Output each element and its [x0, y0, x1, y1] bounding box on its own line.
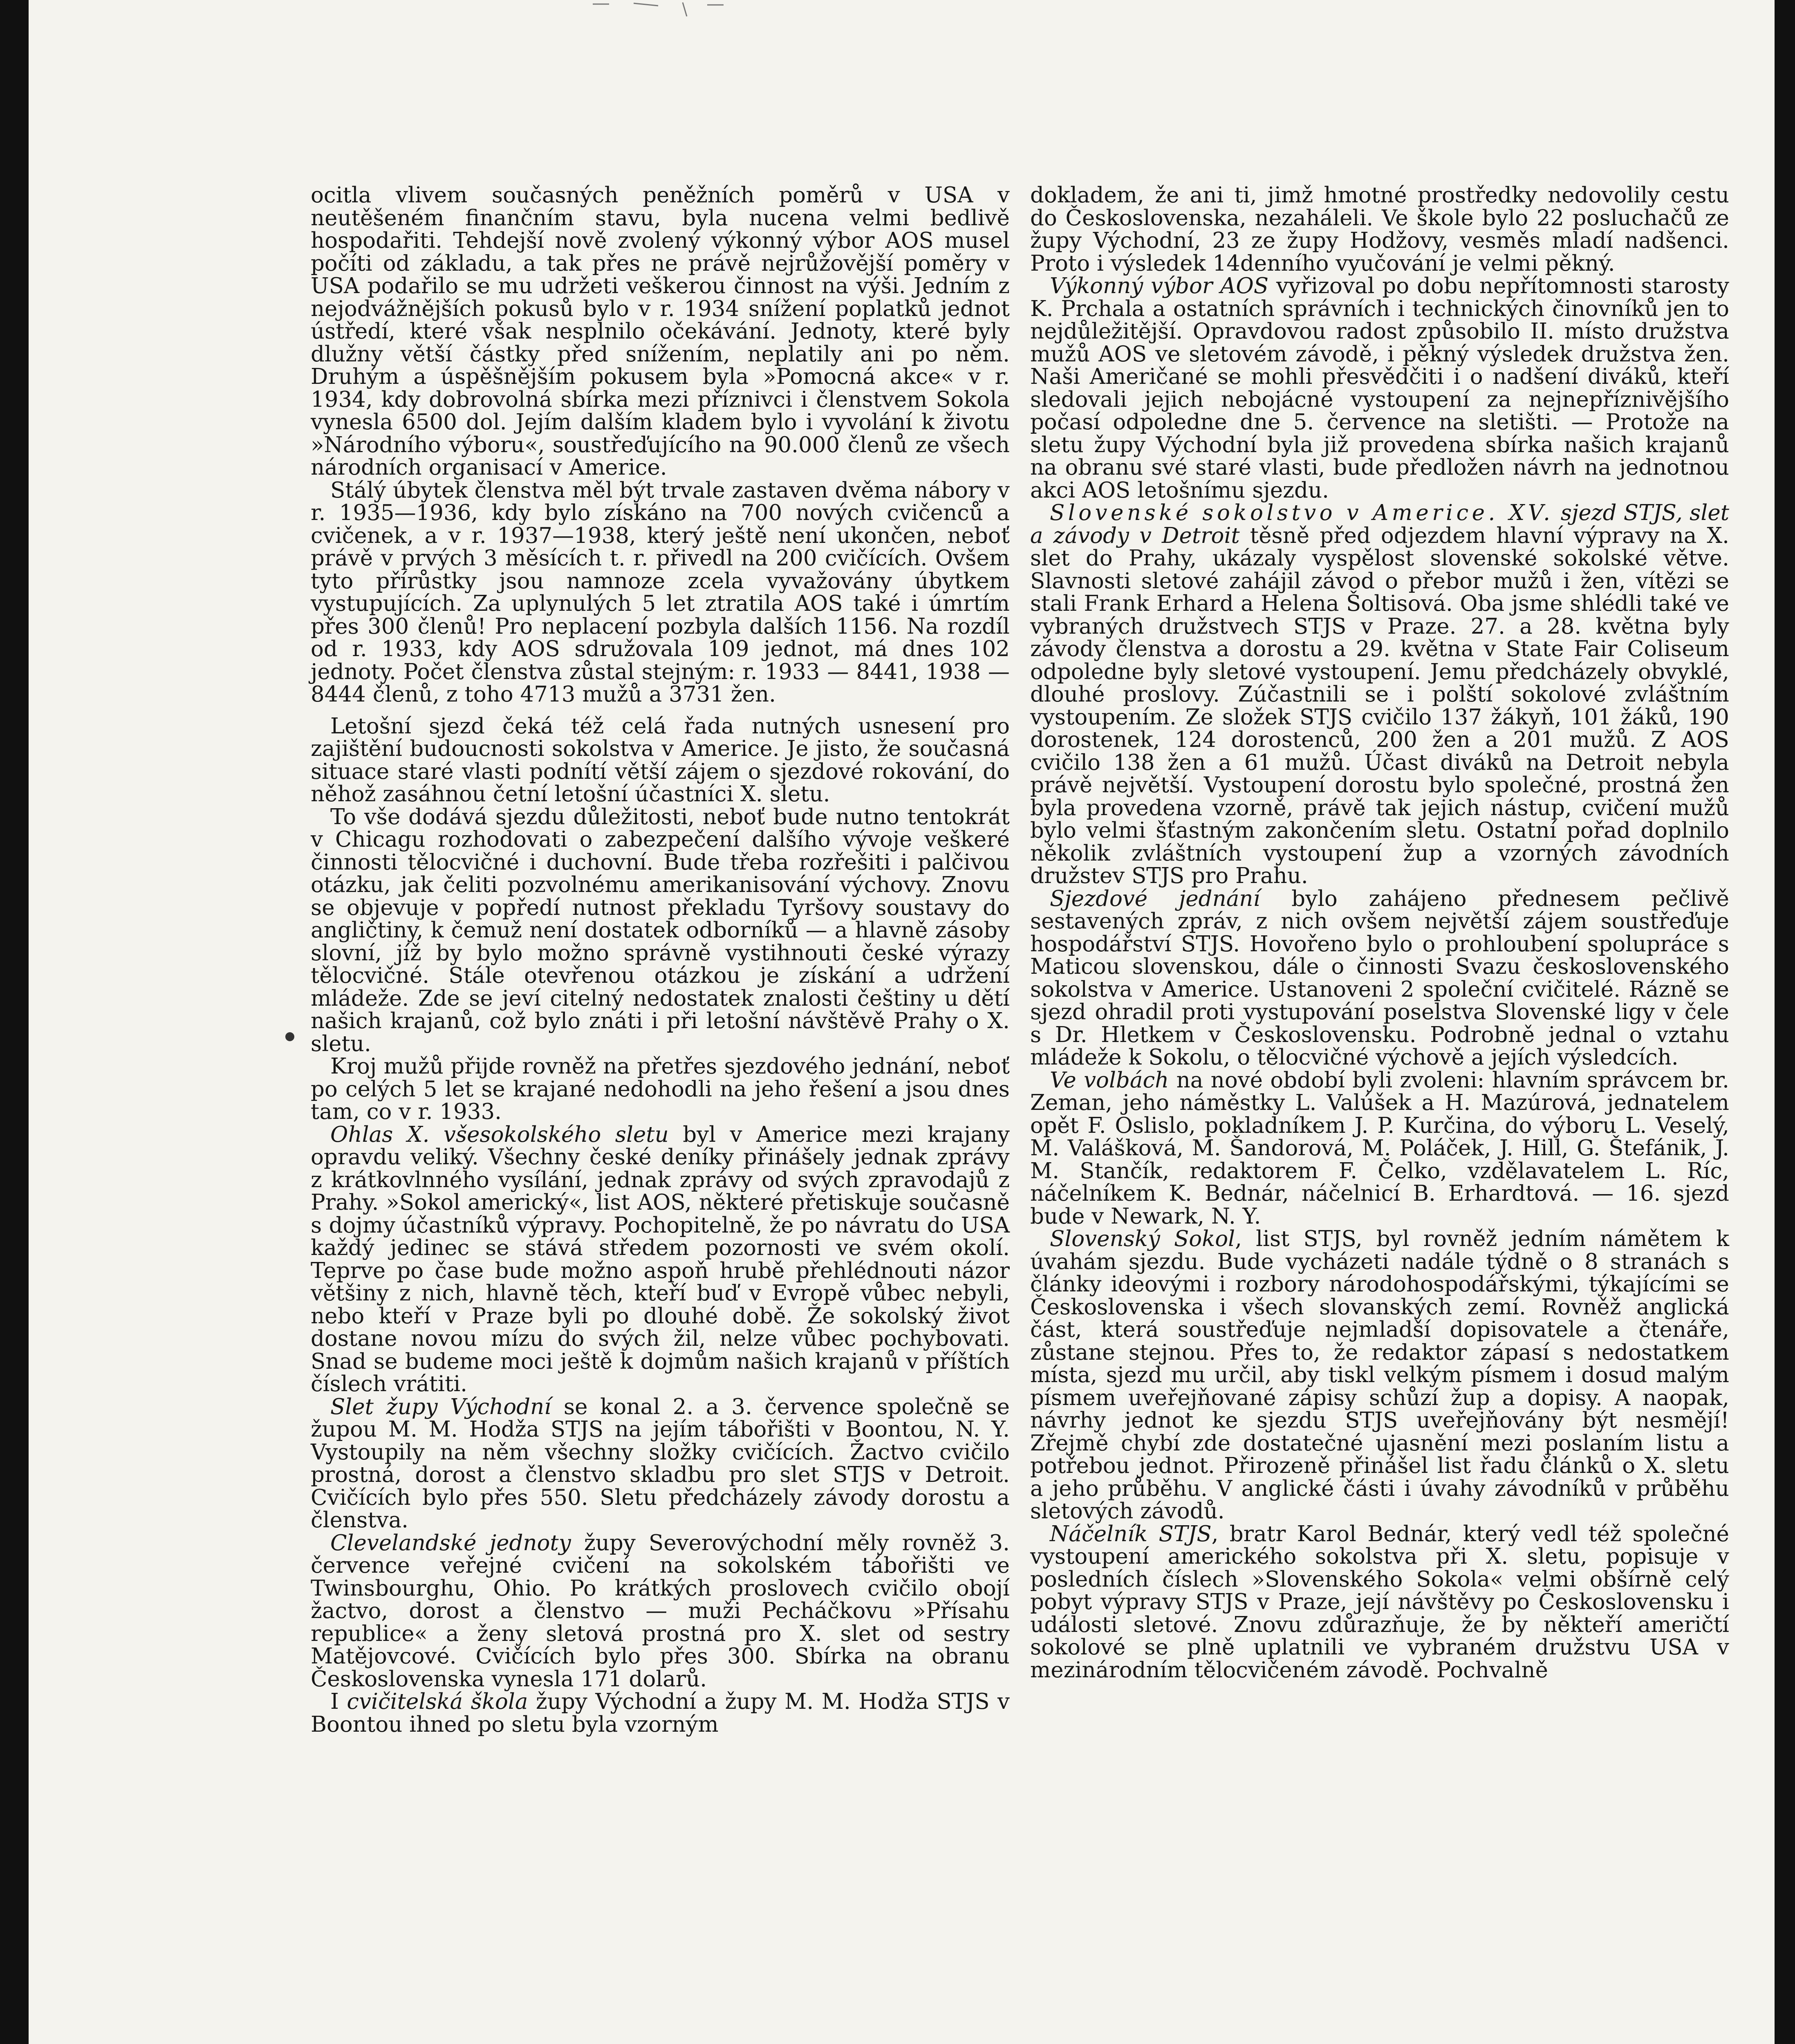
section-heading: Ohlas X. všesokolského sletu — [330, 1122, 669, 1147]
scan-border-right — [1775, 0, 1795, 2044]
paragraph: ocitla vlivem současných peněžních poměrů v USA v neutěšeném finančním stavu, byla nucena velmi bedlivě hospodařiti. Tehdejší nově zvolený výkonný výbor AOS musel počíti od základu, a tak přes ne právě nejrůžovější poměry v USA podařilo se mu udržeti veškerou činnost na výši. Jedním z nejodvážnějších pokusů bylo v r. 1934 snížení poplatků jednot ústředí, které však nesplnilo očekávání. Jednoty, které byly dlužny větší částky před snížením, neplatily ani po něm. Druhým a úspěšnějším pokusem byla »Pomocná akce« v r. 1934, kdy dobrovolná sbírka mezi příznivci i členstvem Sokola vynesla 6500 dol. Jejím dalším kladem bylo i vyvolání k životu »Národního výboru«, soustřeďujícího na 90.000 členů ze všech národních organisací v Americe. — [311, 183, 1010, 480]
section-heading: Clevelandské jednoty — [330, 1530, 571, 1555]
margin-ink-dot — [285, 1032, 294, 1041]
right-column — [1030, 184, 1729, 2032]
print-registration-mark — [585, 0, 740, 25]
paragraph: Letošní sjezd čeká též celá řada nutných usnesení pro zajištění budoucnosti sokolstva v Americe. Je jisto, že současná situace staré vlasti podnítí větší zájem o sjezdové rokování, do něhož zasáhnou četní letošní účastníci X. sletu. — [311, 713, 1010, 807]
paragraph: dokladem, že ani ti, jimž hmotné prostředky nedovolily cestu do Československa, nezaháleli. Ve škole bylo 22 posluchačů ze župy Východní, 23 ze župy Hodžovy, vesměs mladí nadšenci. Proto i výsledek 14denního vyučování je velmi pěkný. — [1030, 183, 1729, 276]
section-heading-spaced: Slovenské sokolstvo v Americe. XV. — [1050, 500, 1554, 525]
paragraph: Slovenský Sokol, list STJS, byl rovněž jedním námětem k úvahám sjezdu. Bude vycházeti nadále týdně o 8 stranách s články ideovými i rozbory národohospodářskými, týkajícími se Československa i všech slovanských zemí. Rovněž anglická část, která soustřeďuje nejmladší dopisovatele a čtenáře, zůstane stejnou. Přes to, že redaktor zápasí s nedostatkem místa, sjezd mu určil, aby tiskl velkým písmem i dosud malým písmem uveřejňované zápisy schůzí žup a dopisy. A naopak, návrhy jednot ke sjezdu STJS uveřejňovány být nesmějí! Zřejmě chybí zde dostatečné ujasnění mezi poslaním listu a potřebou jednot. Přirozeně přinášel list řadu článků o X. sletu a jeho průběhu. V anglické části i úvahy závodníků v průběhu sletových závodů. — [1030, 1226, 1730, 1524]
section-heading: Slovenský Sokol — [1050, 1226, 1235, 1251]
paragraph: Ohlas X. všesokolského sletu byl v Americe mezi krajany opravdu veliký. Všechny české deníky přinášely jednak zprávy z krátkovlnného vysílání, jednak zprávy od svých zpravodajů z Prahy. »Sokol americký«, list AOS, některé přetiskuje současně s dojmy účastníků výpravy. Pochopitelně, že po návratu do USA každý jedinec se stává středem pozornosti ve svém okolí. Teprve po čase bude možno aspoň hrubě přehlédnouti názor většiny z nich, hlavně těch, kteří buď v Evropě vůbec nebyli, nebo kteří v Praze byli po dlouhé době. Že sokolský život dostane novou mízu do svých žil, nelze vůbec pochybovati. Snad se budeme moci ještě k dojmům našich krajanů v příštích číslech vrátiti. — [311, 1122, 1010, 1396]
paragraph: To vše dodává sjezdu důležitosti, neboť bude nutno tentokrát v Chicagu rozhodovati o zabezpečení dalšího vývoje veškeré činnosti tělocvičné i duchovní. Bude třeba rozřešiti i palčivou otázku, jak čeliti pozvolnému amerikanisování výchovy. Znovu se objevuje v popředí nutnost překladu Tyršovy soustavy do angličtiny, k čemuž není dostatek odborníků — a hlavně zásoby slovní, jíž by bylo možno správně vystihnouti české výrazy tělocvičné. Stále otevřenou otázkou je získání a udržení mládeže. Zde se jeví citelný nedostatek znalosti češtiny u dětí našich krajanů, což bylo znáti i při letošní návštěvě Prahy o X. sletu. — [311, 804, 1010, 1056]
paragraph: Slet župy Východní se konal 2. a 3. července společně se župou M. M. Hodža STJS na jejím tábořišti v Boontou, N. Y. Vystoupily na něm všechny složky cvičících. Žactvo cvičilo prostná, dorost a členstvo skladbu pro slet STJS v Detroit. Cvičících bylo přes 550. Sletu předcházely závody dorostu a členstva. — [311, 1394, 1010, 1533]
paragraph: Sjezdové jednání bylo zahájeno přednesem pečlivě sestavených zpráv, z nich ovšem největší zájem soustřeďuje hospodářství STJS. Hovořeno bylo o prohloubení spolupráce s Maticou slovenskou, dále o činnosti Svazu československého sokolstva v Americe. Ustanoveni 2 společní cvičitelé. Rázně se sjezd ohradil proti vystupování poselstva Slovenské ligy v čele s Dr. Hletkem v Československu. Podrobně jednal o vztahu mládeže k Sokolu, o tělocvičné výchově a jejích výsledcích. — [1030, 886, 1729, 1070]
paragraph: I cvičitelská škola župy Východní a župy M. M. Hodža STJS v Boontou ihned po sletu byla vzorným — [311, 1689, 1010, 1737]
section-heading: sjezd STJS, slet a závody v Detroit — [1030, 500, 1729, 548]
section-heading: Výkonný výbor AOS — [1050, 273, 1269, 298]
section-heading: Sjezdové jednání — [1050, 886, 1260, 911]
paragraph: Kroj mužů přijde rovněž na přetřes sjezdového jednání, neboť po celých 5 let se krajané nedohodli na jeho řešení a jsou dnes tam, co v r. 1933. — [311, 1054, 1010, 1124]
paragraph: Slovenské sokolstvo v Americe. XV. sjezd STJS, slet a závody v Detroit těsně před odjezdem hlavní výpravy na X. slet do Prahy, ukázaly vyspělost slovenské sokolské větve. Slavnosti sletové zahájil závod o přebor mužů i žen, vítězi se stali Frank Erhard a Helena Šoltisová. Oba jsme shlédli také ve vybraných družstvech STJS v Praze. 27. a 28. května byly závody členstva a dorostu a 29. května v State Fair Coliseum odpoledne byly sletové vystoupení. Jemu předcházely obvyklé, dlouhé proslovy. Zúčastnili se i polští sokolové zvláštním vystoupením. Ze složek STJS cvičilo 137 žákyň, 101 žáků, 190 dorostenek, 124 dorostenců, 200 žen a 201 mužů. Z AOS cvičilo 138 žen a 61 mužů. Účast diváků na Detroit nebyla právě největší. Vystoupení dorostu bylo společné, prostná žen byla provedena vzorně, právě tak jejich nástup, cvičení mužů bylo velmi šťastným zakončením sletu. Ostatní pořad doplnilo několik zvláštních vystoupení žup a vzorných závodních družstev STJS pro Prahu. — [1030, 500, 1729, 888]
paragraph: Ve volbách na nové období byli zvoleni: hlavním správcem br. Zeman, jeho náměstky L. Valúšek a H. Mazúrová, jednatelem opět F. Oslislo, pokladníkem J. P. Kurčina, do výboru L. Veselý, M. Valášková, M. Šandorová, M. Poláček, J. Hill, G. Štefánik, J. M. Stančík, redaktorem F. Čelko, vzdělavatelem L. Ríc, náčelníkem K. Bednár, náčelnicí B. Erhardtová. — 16. sjezd bude v Newark, N. Y. — [1030, 1067, 1729, 1229]
left-column — [311, 184, 1010, 1954]
paragraph: Clevelandské jednoty župy Severovýchodní měly rovněž 3. července veřejné cvičení na sokolském tábořišti ve Twinsbourghu, Ohio. Po krátkých proslovech cvičilo obojí žactvo, dorost a členstvo — muži Pecháčkovu »Přísahu republice« a ženy sletová prostná pro X. slet od sestry Matějovcové. Cvičících bylo přes 300. Sbírka na obranu Československa vynesla 171 dolarů. — [311, 1530, 1010, 1692]
scan-border-left — [0, 0, 29, 2044]
paragraph: Náčelník STJS, bratr Karol Bednár, který vedl též společné vystoupení amerického sokolstva při X. sletu, popisuje v posledních číslech »Slovenského Sokola« velmi obšírně celý pobyt výpravy STJS v Praze, její návštěvy po Československu i události sletové. Znovu zdůrazňuje, že by někteří američtí sokolové se plně uplatnili ve vybraném družstvu USA v mezinárodním tělocvičeném závodě. Pochvalně — [1030, 1521, 1730, 1683]
section-heading: cvičitelská škola — [347, 1689, 528, 1714]
section-heading: Náčelník STJS — [1050, 1521, 1212, 1546]
section-heading: Ve volbách — [1050, 1067, 1169, 1093]
paragraph: Výkonný výbor AOS vyřizoval po dobu nepřítomnosti starosty K. Prchala a ostatních správních i technických činovníků jen to nejdůležitější. Opravdovou radost způsobilo II. místo družstva mužů AOS ve sletovém závodě, i pěkný výsledek družstva žen. Naši Američané se mohli přesvědčiti i o nadšení diváků, kteří sledovali jejich nebojácné vystoupení za nejnepříznivějšího počasí odpoledne dne 5. července na sletišti. — Protože na sletu župy Východní byla již provedena sbírka našich krajanů na obranu své staré vlasti, bude předložen návrh na jednotnou akci AOS letošnímu sjezdu. — [1030, 273, 1729, 503]
section-heading: Slet župy Východní — [330, 1394, 551, 1419]
paragraph: Stálý úbytek členstva měl být trvale zastaven dvěma nábory v r. 1935—1936, kdy bylo získáno na 700 nových cvičenců a cvičenek, a v r. 1937—1938, který ještě není ukončen, neboť právě v prvých 3 měsících t. r. přivedl na 200 cvičících. Ovšem tyto přírůstky jsou namnoze zcela vyvažovány úbytkem vystupujících. Za uplynulých 5 let ztratila AOS také i úmrtím přes 300 členů! Pro neplacení pozbyla dalších 1156. Na rozdíl od r. 1933, kdy AOS sdružovala 109 jednot, má dnes 102 jednoty. Počet členstva zůstal stejným: r. 1933 — 8441, 1938 — 8444 členů, z toho 4713 mužů a 3731 žen. — [311, 477, 1010, 707]
